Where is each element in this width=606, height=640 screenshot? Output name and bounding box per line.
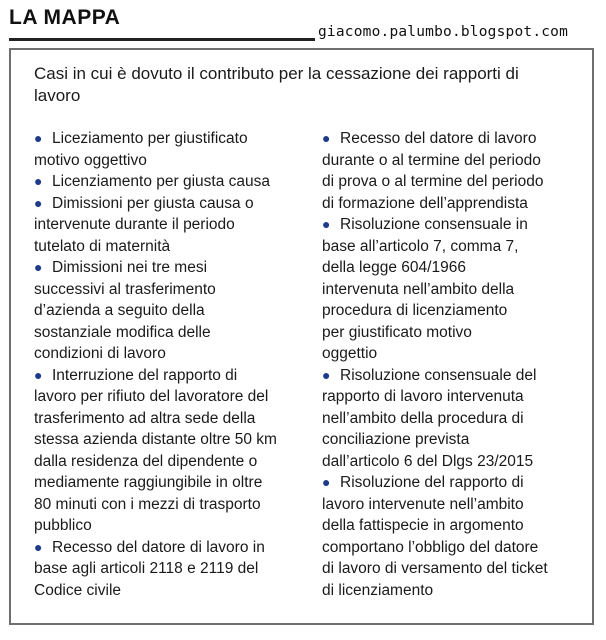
list-item <box>34 365 302 537</box>
bullet-icon: ● <box>34 538 43 555</box>
list-item-text <box>322 367 590 473</box>
bullet-icon: ● <box>322 474 331 490</box>
list-item-line: Codice civile <box>34 581 122 599</box>
list-item-line: Recesso del datore di lavoro in <box>52 538 265 556</box>
bullet-icon: ● <box>34 173 43 189</box>
list-item-line: Dimissioni per giusta causa o <box>52 194 254 212</box>
list-item-line: dall’articolo 6 del Dlgs 23/2015 <box>322 452 534 470</box>
list-item <box>322 214 590 365</box>
list-item-line: di formazione dell’apprendista <box>322 194 528 212</box>
bullet-icon: ● <box>34 259 43 275</box>
bullet-icon: ● <box>34 130 43 146</box>
list-item-line: pubblico <box>34 517 92 534</box>
section-title: LA MAPPA <box>9 6 121 29</box>
list-item-text <box>34 259 302 365</box>
list-item <box>322 472 590 601</box>
list-item-line: della legge 604/1966 <box>322 259 466 276</box>
intro-line: lavoro <box>34 86 81 105</box>
list-item <box>34 171 302 193</box>
list-item-line: condizioni di lavoro <box>34 345 166 362</box>
list-item-line: Risoluzione del rapporto di <box>340 474 524 491</box>
list-item-line: motivo oggettivo <box>34 151 147 169</box>
list-item-line: della fattispecie in argomento <box>322 517 524 534</box>
intro-text <box>34 63 584 107</box>
list-item-line: durante o al termine del periodo <box>322 151 541 169</box>
list-item <box>322 128 590 214</box>
list-item-text <box>34 367 302 537</box>
list-item-line: comportano l’obbligo del datore <box>322 538 539 556</box>
list-item-line: Interruzione del rapporto di <box>52 366 238 384</box>
list-item <box>34 257 302 365</box>
list-item-text <box>34 539 302 602</box>
list-item-line: Risoluzione consensuale in <box>340 216 528 233</box>
list-item-line: nell’ambito della procedura di <box>322 409 524 427</box>
list-item-text <box>52 173 270 190</box>
list-item-line: Risoluzione consensuale del <box>340 366 537 384</box>
list-item-text <box>34 130 302 171</box>
list-item-line: di lavoro di versamento del ticket <box>322 560 548 577</box>
title-underline <box>9 38 315 41</box>
list-item-line: lavoro intervenute nell’ambito <box>322 495 524 513</box>
list-item-line: trasferimento ad altra sede della <box>34 409 256 427</box>
blog-url: giacomo.palumbo.blogspot.com <box>318 24 569 40</box>
list-item-line: conciliazione prevista <box>322 431 470 448</box>
left-column <box>34 128 302 601</box>
list-item-line: rapporto di lavoro intervenuta <box>322 388 524 405</box>
list-item-line: oggettio <box>322 345 378 362</box>
list-item-line: per giustificato motivo <box>322 323 472 341</box>
list-item-line: Recesso del datore di lavoro <box>340 130 537 147</box>
list-item-line: Licenziamento per giusta causa <box>52 173 270 190</box>
list-item-line: 80 minuti con i mezzi di trasporto <box>34 495 261 513</box>
bullet-icon: ● <box>322 216 331 232</box>
list-item-text <box>322 216 590 365</box>
list-item-line: base all’articolo 7, comma 7, <box>322 237 519 255</box>
list-item-text <box>322 130 590 214</box>
right-column <box>322 128 590 601</box>
list-item-line: sostanziale modifica delle <box>34 323 211 341</box>
list-item-line: Liceziamento per giustificato <box>52 130 248 147</box>
list-item-line: base agli articoli 2118 e 2119 del <box>34 560 259 577</box>
list-item-line: d’azienda a seguito della <box>34 302 205 319</box>
list-item-text <box>322 474 590 601</box>
list-item-line: intervenuta nell’ambito della <box>322 280 515 298</box>
list-item-line: lavoro per rifiuto del lavoratore del <box>34 388 269 405</box>
bullet-icon: ● <box>322 366 331 383</box>
bullet-icon: ● <box>34 194 43 211</box>
list-item-line: stessa azienda distante oltre 50 km <box>34 431 277 448</box>
list-item-line: procedura di licenziamento <box>322 302 508 319</box>
list-item-line: Dimissioni nei tre mesi <box>52 259 208 276</box>
list-item <box>322 365 590 473</box>
list-item-line: di prova o al termine del periodo <box>322 173 544 190</box>
bullet-icon: ● <box>34 366 43 383</box>
list-item <box>34 128 302 171</box>
list-item-line: dalla residenza del dipendente o <box>34 452 258 470</box>
list-item-text <box>34 195 302 258</box>
intro-line: Casi in cui è dovuto il contributo per la cessazione dei rapporti di <box>34 64 519 83</box>
list-item-line: successivi al trasferimento <box>34 280 216 298</box>
list-item <box>34 193 302 258</box>
bullet-icon: ● <box>322 130 331 146</box>
list-item-line: tutelato di maternità <box>34 237 171 255</box>
list-item-line: mediamente raggiungibile in oltre <box>34 474 263 491</box>
list-item-line: intervenute durante il periodo <box>34 216 235 233</box>
list-item-line: di licenziamento <box>322 581 434 599</box>
list-item <box>34 537 302 602</box>
